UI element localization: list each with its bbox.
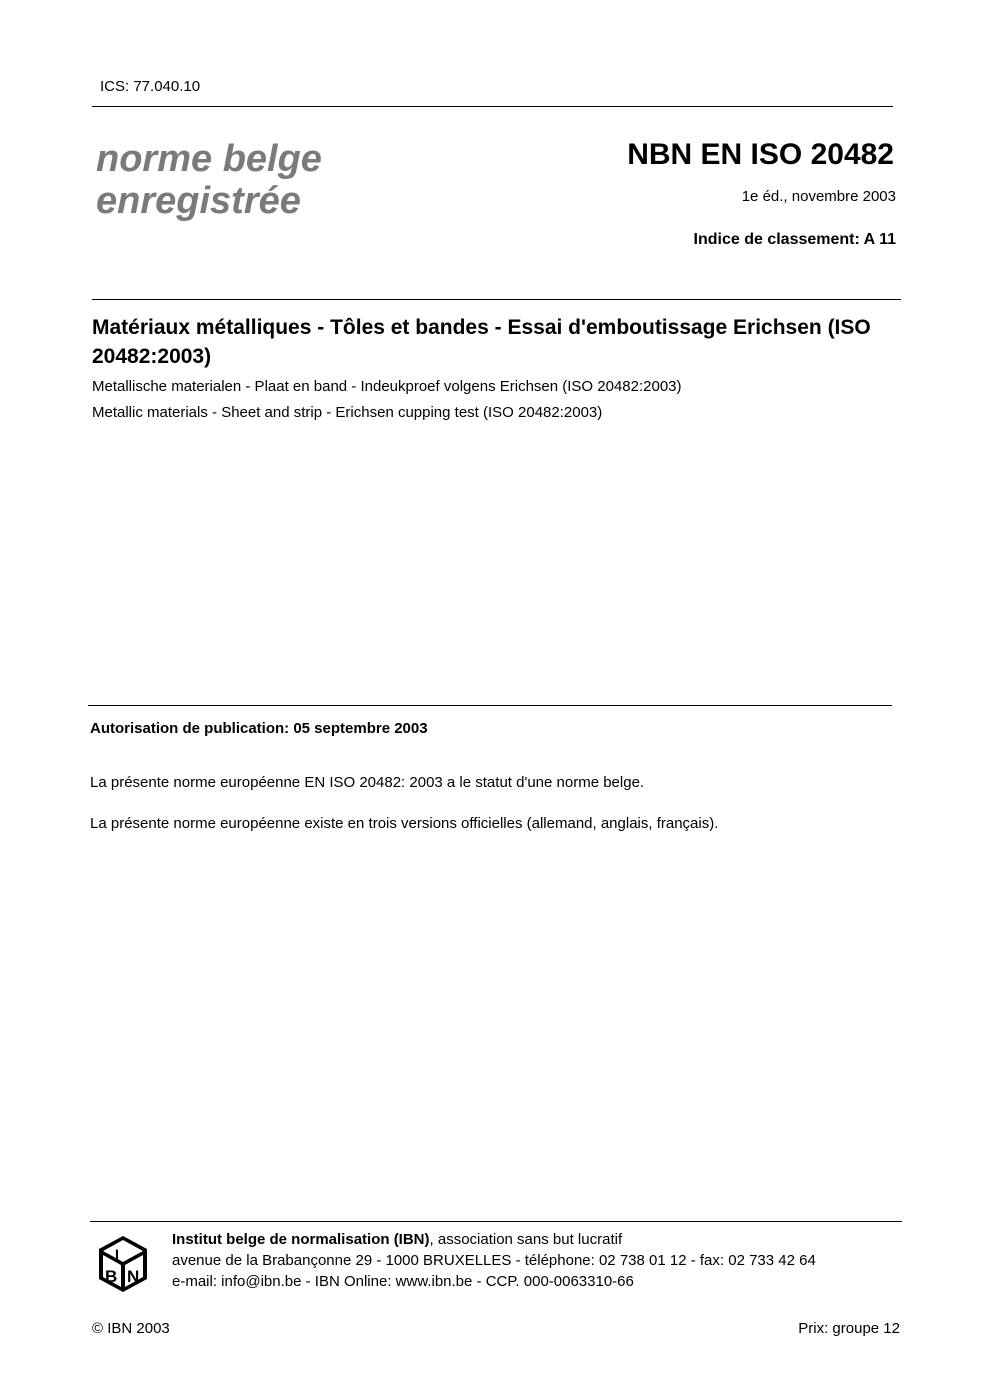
footer-top-rule [90,1221,902,1222]
footer-institute [172,1229,816,1292]
status-paragraph: La présente norme européenne EN ISO 20482: 2003 a le statut d'une norme belge. [90,774,645,791]
copyright: © IBN 2003 [92,1320,170,1337]
publication-authorisation: Autorisation de publication: 05 septembre 2003 [90,720,428,737]
brand-line-1: norme belge [96,138,322,180]
classification-index: Indice de classement: A 11 [693,231,896,248]
brand-title [96,138,322,222]
ics-code: ICS: 77.040.10 [100,78,201,95]
institute-suffix: , association sans but lucratif [429,1231,623,1248]
title-french: Matériaux métalliques - Tôles et bandes - Essai d'emboutissage Erichsen (ISO 20482:2003) [92,316,871,368]
title-top-rule [92,299,901,300]
standard-number: NBN EN ISO 20482 [627,138,894,171]
institute-address: avenue de la Brabançonne 29 - 1000 BRUXELLES - téléphone: 02 738 01 12 - fax: 02 733 42 64 [172,1252,816,1269]
logo-letter-b: B [105,1267,118,1286]
institute-line [172,1229,816,1250]
price-group: Prix: groupe 12 [798,1320,900,1337]
header-top-rule [92,106,893,107]
brand-line-2: enregistrée [96,180,301,222]
title-dutch: Metallische materialen - Plaat en band - Indeukproef volgens Erichsen (ISO 20482:2003) [92,378,682,395]
logo-letter-n: N [127,1267,140,1286]
title-english: Metallic materials - Sheet and strip - Erichsen cupping test (ISO 20482:2003) [92,404,603,421]
body-top-rule [88,705,892,706]
institute-contact: e-mail: info@ibn.be - IBN Online: www.ibn.be - CCP. 000-0063310-66 [172,1273,634,1290]
versions-paragraph: La présente norme européenne existe en trois versions officielles (allemand, anglais, français). [90,815,719,832]
edition-date: 1e éd., novembre 2003 [741,188,896,205]
ibn-logo-icon [97,1234,149,1294]
logo-letter-i: I [115,1246,119,1262]
institute-name: Institut belge de normalisation (IBN) [172,1231,430,1248]
